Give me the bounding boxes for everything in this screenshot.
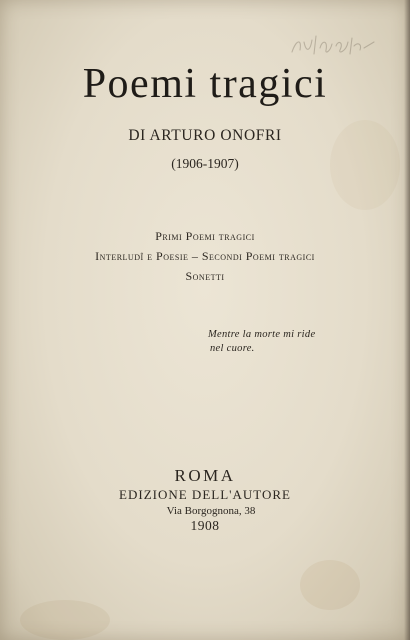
epigraph-line: nel cuore. — [210, 343, 255, 354]
years-line: (1906-1907) — [171, 156, 239, 171]
imprint-year: 1908 — [190, 518, 220, 533]
contents-item: Sonetti — [185, 269, 225, 283]
paper-stain — [20, 600, 110, 640]
book-title: Poemi tragici — [82, 61, 328, 107]
imprint-city: ROMA — [174, 466, 236, 485]
epigraph-line: Mentre la morte mi ride — [208, 329, 316, 340]
epigraph — [208, 328, 315, 356]
handwritten-signature-icon — [288, 30, 378, 60]
paper-stain — [300, 560, 360, 610]
contents-item: Primi Poemi tragici — [155, 229, 255, 243]
author-line: DI ARTURO ONOFRI — [128, 127, 282, 144]
contents-list — [0, 226, 410, 286]
imprint-address: Via Borgognona, 38 — [166, 505, 256, 517]
contents-item: Interludî e Poesie – Secondi Poemi tragici — [95, 249, 315, 263]
imprint-publisher: EDIZIONE DELL'AUTORE — [119, 487, 291, 502]
